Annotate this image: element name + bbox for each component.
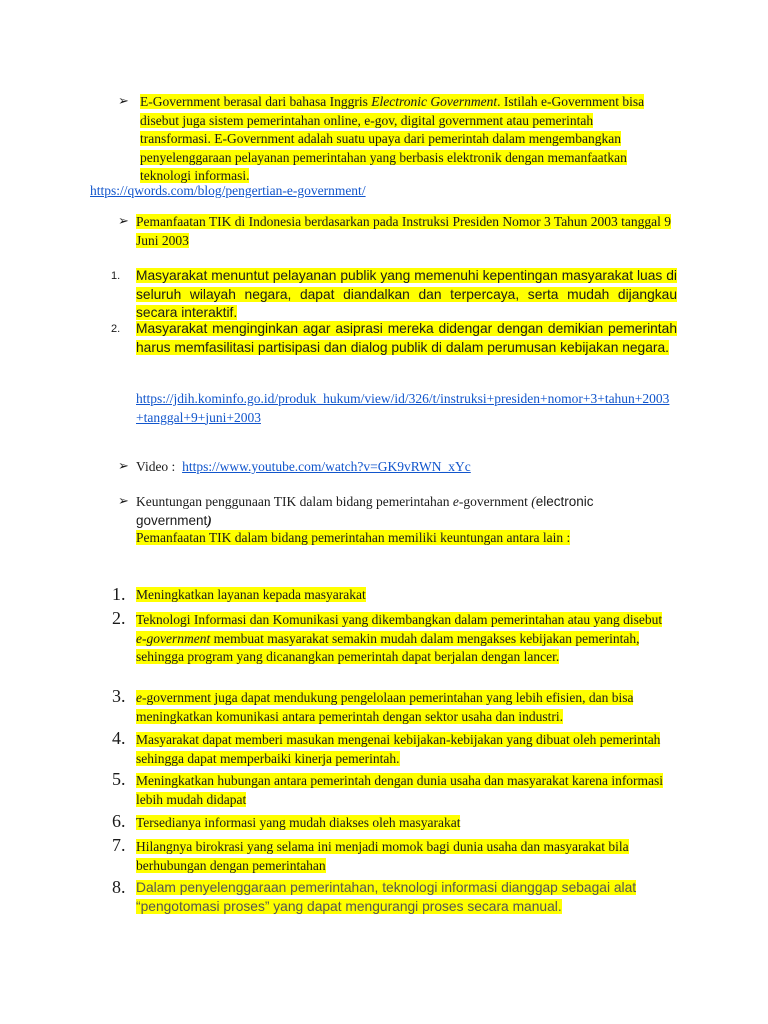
heading-paren: ( [531, 494, 536, 509]
list-item-text: Tersedianya informasi yang mudah diakses oleh masyarakat [136, 815, 461, 830]
list-item-text: Masyarakat dapat memberi masukan mengenai kebijakan-kebijakan yang dibuat oleh pemerintah sehingga dapat memperbaiki kinerja pemerintah. [136, 732, 661, 766]
list-number: 8. [112, 877, 126, 897]
list-item [136, 879, 656, 916]
benefits-subheading [136, 529, 570, 548]
bullet-arrow-icon: ➢ [118, 459, 129, 474]
definition-italic-term: Electronic Government [371, 94, 498, 109]
definition-text-rest: . Istilah e-Government bisa disebut juga sistem pemerintahan online, e-gov, digital government atau pemerintah transformasi. E-Government adalah suatu upaya dari pemerintah dalam mengembangkan penyelenggaraan pelayanan pemerintahan yang berbasis elektronik dengan memanfaatkan teknologi informasi. [140, 94, 645, 183]
list-item [136, 320, 677, 357]
list-number: 1. [111, 270, 121, 282]
list-number: 3. [112, 686, 126, 706]
subheading-text: Pemanfaatan TIK dalam bidang pemerintahan memiliki keuntungan antara lain : [136, 530, 571, 545]
list-item-text: Meningkatkan hubungan antara pemerintah dengan dunia usaha dan masyarakat karena informasi lebih mudah didapat [136, 773, 664, 807]
list-number: 6. [112, 811, 126, 831]
list-item [136, 267, 677, 323]
qwords-source-link[interactable]: https://qwords.com/blog/pengertian-e-government/ [90, 183, 366, 198]
list-item-text: Hilangnya birokrasi yang selama ini menjadi momok bagi dunia usaha dan masyarakat bila berhubungan dengan pemerintahan [136, 839, 629, 873]
heading-italic: e [452, 494, 459, 509]
list-number: 7. [112, 835, 126, 855]
list-item [136, 611, 676, 667]
inpres-heading-text: Pemanfaatan TIK di Indonesia berdasarkan pada Instruksi Presiden Nomor 3 Tahun 2003 tanggal 9 Juni 2003 [136, 214, 672, 248]
list-item [136, 838, 676, 875]
list-item-text: membuat masyarakat semakin mudah dalam mengakses kebijakan pemerintah, sehingga program yang dicanangkan pemerintah dapat berjalan dengan lancer. [136, 630, 640, 664]
list-item-text: Meningkatkan layanan kepada masyarakat [136, 587, 366, 602]
jdih-source-link[interactable]: https://jdih.kominfo.go.id/produk_hukum/view/id/326/t/instruksi+presiden+nomor+3+tahun+2003+tanggal+9+juni+2003 [136, 391, 670, 425]
video-label: Video : [136, 459, 179, 474]
list-item [136, 814, 676, 833]
list-number: 1. [112, 584, 126, 604]
egov-definition-paragraph [140, 93, 652, 186]
heading-paren: ) [207, 512, 212, 528]
list-number: 4. [112, 728, 126, 748]
bullet-arrow-icon: ➢ [118, 214, 129, 229]
video-line [136, 458, 471, 477]
list-item-text: Teknologi Informasi dan Komunikasi yang dikembangkan dalam pemerintahan atau yang disebut [136, 612, 663, 627]
list-item-text: Masyarakat menginginkan agar asiprasi mereka didengar dengan demikian pemerintah harus memfasilitasi partisipasi dan dialog publik di dalam perumusan kebijakan negara. [136, 321, 677, 355]
list-item-italic: e-government [136, 630, 211, 646]
heading-text: Keuntungan penggunaan TIK dalam bidang pemerintahan [136, 494, 453, 509]
heading-text: -government [458, 494, 532, 509]
list-item [136, 689, 676, 726]
list-item-text: Masyarakat menuntut pelayanan publik yang memenuhi kepentingan masyarakat luas di seluruh wilayah negara, dapat diandalkan dan terpercaya, serta mudah dijangkau secara interaktif. [136, 268, 677, 321]
heading-text: electronic government [136, 494, 594, 528]
list-number: 2. [112, 608, 126, 628]
list-item [136, 772, 676, 809]
list-number: 2. [111, 323, 121, 335]
list-item-text: Dalam penyelenggaraan pemerintahan, teknologi informasi dianggap sebagai alat “pengotomasi proses” yang dapat mengurangi proses secara manual. [136, 880, 637, 914]
list-item-italic: e [136, 690, 142, 705]
list-item [136, 731, 676, 768]
inpres-heading [136, 213, 676, 250]
benefits-heading [136, 493, 656, 530]
list-item-text: -government juga dapat mendukung pengelolaan pemerintahan yang lebih efisien, dan bisa meningkatkan komunikasi antara pemerintah dengan sektor usaha dan industri. [136, 690, 634, 724]
definition-text: E-Government berasal dari bahasa Inggris [140, 94, 372, 109]
bullet-arrow-icon: ➢ [118, 94, 129, 109]
list-item [136, 586, 666, 605]
youtube-link[interactable]: https://www.youtube.com/watch?v=GK9vRWN_xYc [182, 459, 471, 474]
list-number: 5. [112, 769, 126, 789]
bullet-arrow-icon: ➢ [118, 494, 129, 509]
